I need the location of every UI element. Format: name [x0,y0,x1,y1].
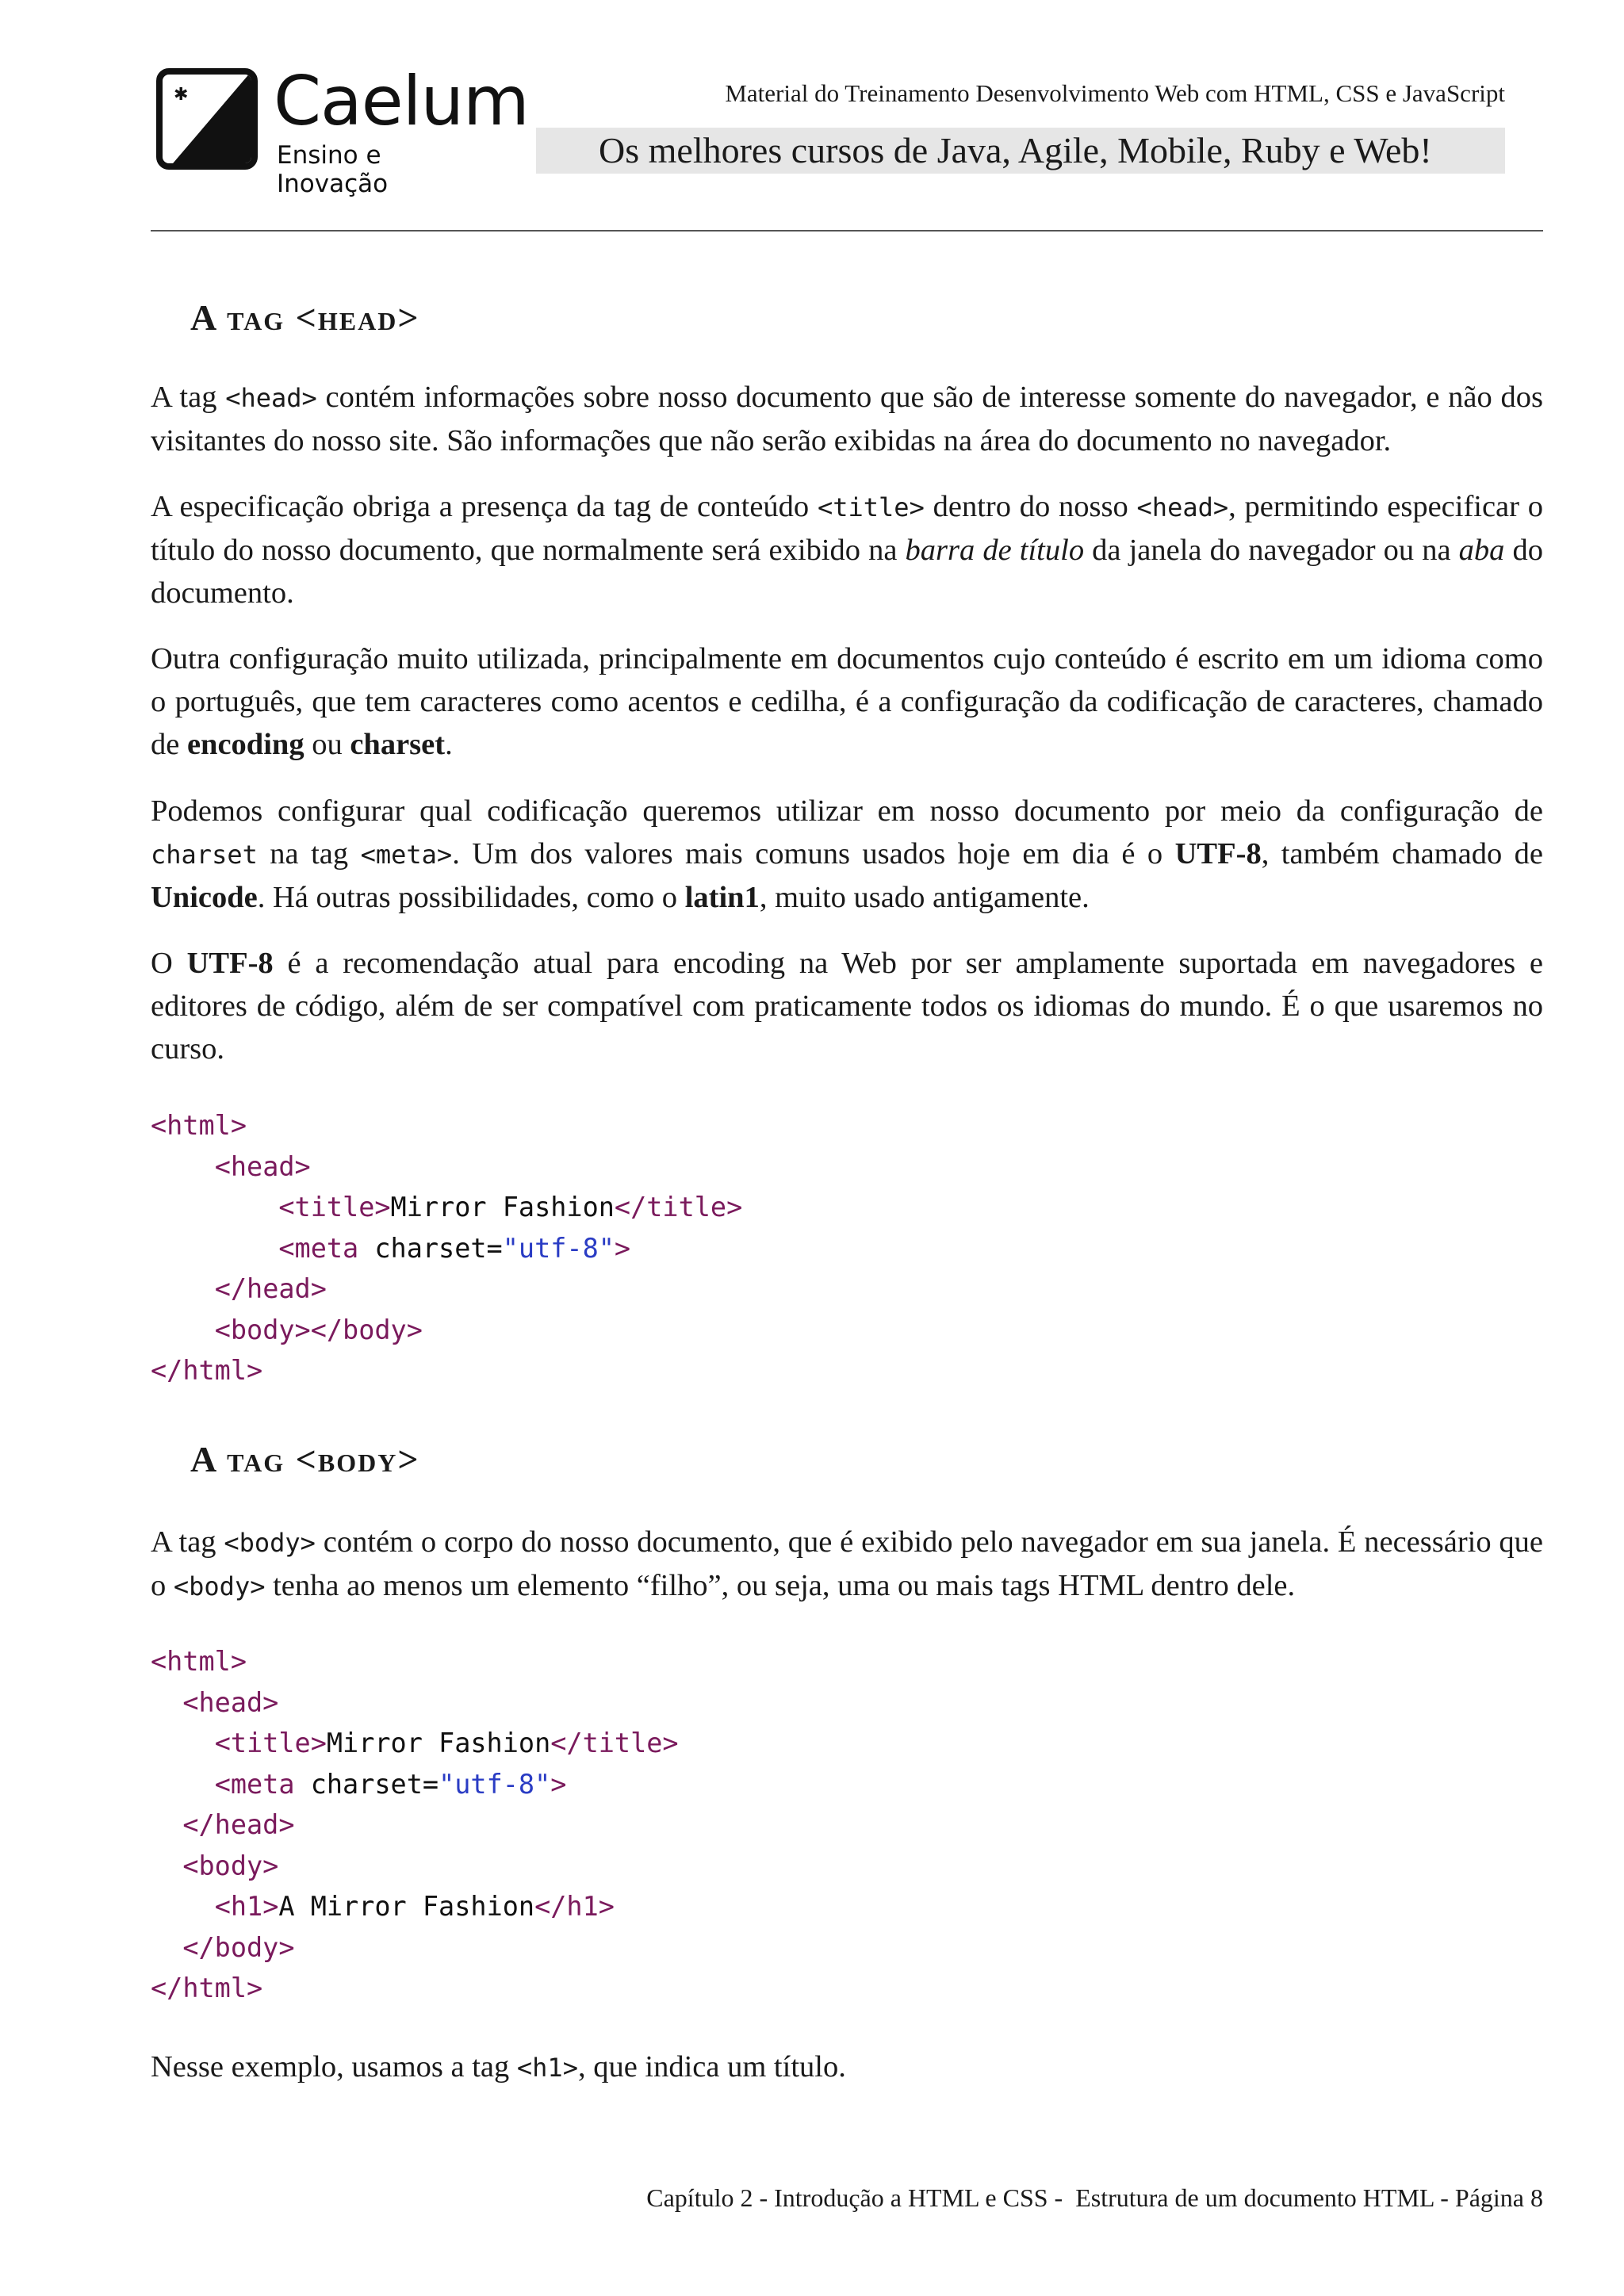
header-slogan: Os melhores cursos de Java, Agile, Mobile, Ruby e Web! [599,130,1432,170]
svg-text:✱: ✱ [174,85,189,105]
logo-wordmark: Caelum [274,62,529,141]
paragraph: Podemos configurar qual codificação queremos utilizar em nosso documento por meio da configuração de charset na tag <meta>. Um dos valores mais comuns usados hoje em dia é o UTF-8, também chamado de Unicode. Há outras possibilidades, como o latin1, muito usado antigamente. [151,794,1543,914]
code-block: <html> <head> <title>Mirror Fashion</title> <meta charset="utf-8"> </head> <body></body> </html> [151,1110,743,1386]
page-footer: Capítulo 2 - Introdução a HTML e CSS - Estrutura de um documento HTML - Página 8 [646,2183,1543,2212]
paragraph: A tag <body> contém o corpo do nosso documento, que é exibido pelo navegador em sua janela. É necessário que o <body> tenha ao menos um elemento “filho”, ou seja, uma ou mais tags HTML dentro dele. [151,1525,1543,1602]
header-training-title: Material do Treinamento Desenvolvimento Web com HTML, CSS e JavaScript [725,79,1505,107]
section-title-body: A tag <body> [190,1439,420,1479]
paragraph: A tag <head> contém informações sobre nosso documento que são de interesse somente do navegador, e não dos visitantes do nosso site. São informações que não serão exibidas na área do documento no navegador. [151,381,1543,457]
code-block: <html> <head> <title>Mirror Fashion</title> <meta charset="utf-8"> </head> <body> <h1>A Mirror Fashion</h1> </body> </html> [151,1646,679,2003]
paragraph: Outra configuração muito utilizada, principalmente em documentos cujo conteúdo é escrito em um idioma como o português, que tem caracteres como acentos e cedilha, é a configuração da codificação de caracteres, chamado de encoding ou charset. [151,642,1543,761]
caelum-logo [156,62,529,198]
logo-tagline: Ensino e Inovação [277,141,389,198]
header-divider [151,230,1543,232]
paragraph: A especificação obriga a presença da tag de conteúdo <title> dentro do nosso <head>, permitindo especificar o título do nosso documento, que normalmente será exibido na barra de título da janela do navegador ou na aba do documento. [151,490,1543,610]
section-title-head: A tag <head> [190,297,420,338]
paragraph: O UTF-8 é a recomendação atual para encoding na Web por ser amplamente suportada em navegadores e editores de código, além de ser compatível com praticamente todos os idiomas do mundo. É o que usaremos no curso. [151,947,1543,1066]
paragraph: Nesse exemplo, usamos a tag <h1>, que indica um título. [151,2050,846,2084]
logo-mark-icon [156,68,258,170]
